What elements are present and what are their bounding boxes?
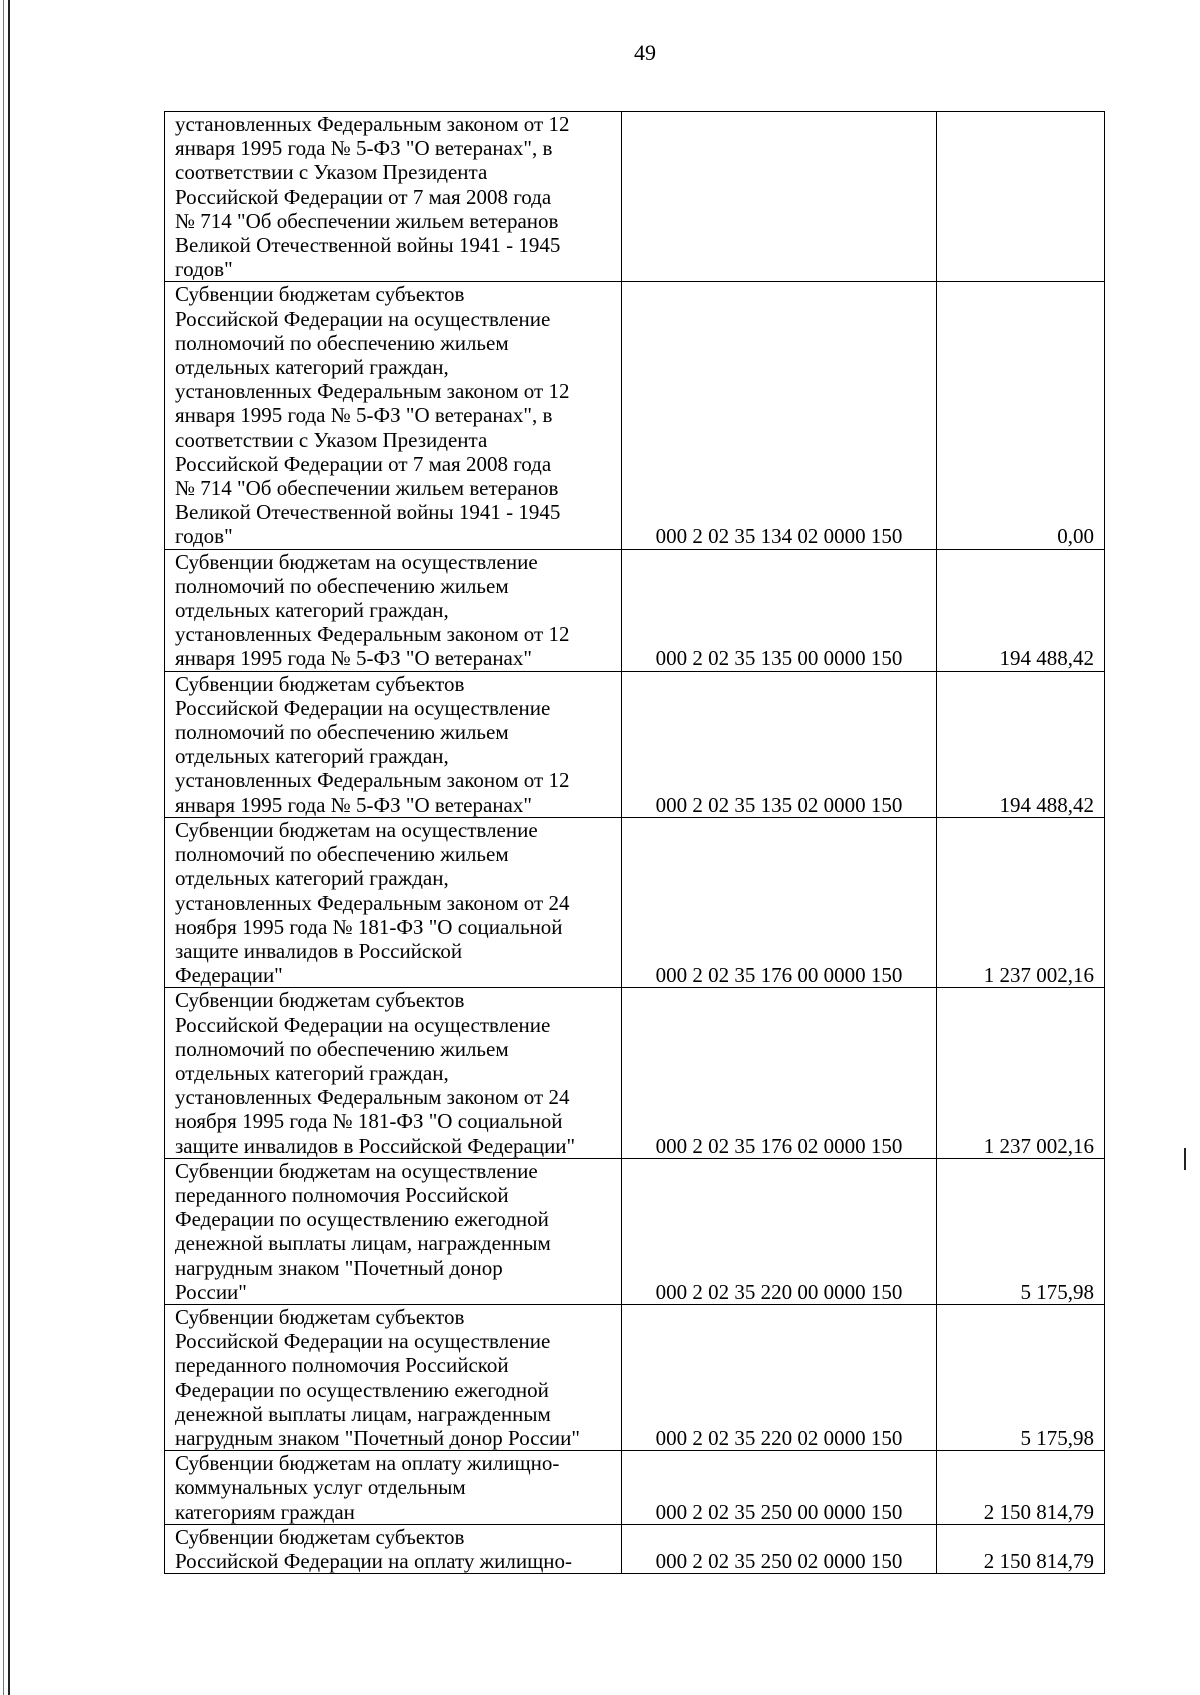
- page-number: 49: [634, 40, 656, 65]
- row-amount-cell: [937, 282, 1105, 549]
- row-amount-cell: [937, 112, 1105, 282]
- row-description-cell: [165, 112, 622, 282]
- row-amount: 194 488,42: [999, 792, 1094, 817]
- table-row: [165, 282, 1105, 549]
- row-description: Субвенции бюджетам субъектов Российской Федерации на оплату жилищно-: [175, 1524, 572, 1573]
- table-row: [165, 1158, 1105, 1304]
- row-amount-cell: [937, 671, 1105, 817]
- row-amount: 5 175,98: [1020, 1425, 1094, 1450]
- row-description-cell: [165, 282, 622, 549]
- table-row: [165, 817, 1105, 987]
- row-code-cell: [622, 1524, 937, 1573]
- row-code: 000 2 02 35 135 02 0000 150: [655, 792, 903, 817]
- row-code: 000 2 02 35 176 00 0000 150: [655, 963, 903, 988]
- row-code-cell: [622, 112, 937, 282]
- table-row: [165, 1524, 1105, 1573]
- row-description: Субвенции бюджетам субъектов Российской Федерации на осуществление полномочий по обеспечению жильем отдельных категорий граждан, установленных Федеральным законом от 12 января 1995 года № 5-ФЗ "О ветеранах": [175, 671, 570, 817]
- row-code-cell: [622, 671, 937, 817]
- row-description-cell: [165, 671, 622, 817]
- row-description: Субвенции бюджетам на осуществление переданного полномочия Российской Федерации по осуществлению ежегодной денежной выплаты лицам, награжденным нагрудным знаком "Почетный донор России": [175, 1158, 551, 1304]
- row-amount-cell: [937, 1304, 1105, 1450]
- row-amount-cell: [937, 1451, 1105, 1525]
- budget-table: [164, 111, 1105, 1574]
- row-amount: 1 237 002,16: [983, 1133, 1094, 1158]
- row-code: 000 2 02 35 135 00 0000 150: [655, 646, 903, 671]
- row-code-cell: [622, 988, 937, 1158]
- table-row: [165, 1304, 1105, 1450]
- row-code: 000 2 02 35 250 02 0000 150: [655, 1548, 903, 1573]
- row-code-cell: [622, 1304, 937, 1450]
- row-description-cell: [165, 988, 622, 1158]
- row-description: Субвенции бюджетам на осуществление полномочий по обеспечению жильем отдельных категорий граждан, установленных Федеральным законом от 24 ноября 1995 года № 181-ФЗ "О социальной защите инвалидов в Российской Федерации": [175, 817, 570, 988]
- row-code: 000 2 02 35 134 02 0000 150: [655, 524, 903, 549]
- scan-edge-line-outer: [3, 0, 4, 1695]
- table-row: [165, 112, 1105, 282]
- row-code: 000 2 02 35 220 02 0000 150: [655, 1425, 903, 1450]
- row-description: Субвенции бюджетам субъектов Российской Федерации на осуществление полномочий по обеспечению жильем отдельных категорий граждан, установленных Федеральным законом от 12 января 1995 года № 5-ФЗ "О ветеранах", в соответствии с Указом Президента Российской Федерации от 7 мая 2008 года № 714 "Об обеспечении жильем ветеранов Великой Отечественной войны 1941 - 1945 годов": [175, 282, 570, 549]
- row-amount: 194 488,42: [999, 646, 1094, 671]
- row-code: 000 2 02 35 220 00 0000 150: [655, 1279, 903, 1304]
- row-code-cell: [622, 282, 937, 549]
- row-amount-cell: [937, 1524, 1105, 1573]
- row-description: Субвенции бюджетам на оплату жилищно- коммунальных услуг отдельным категориям граждан: [175, 1451, 560, 1524]
- row-code: 000 2 02 35 250 00 0000 150: [655, 1499, 903, 1524]
- row-amount: 0,00: [1057, 524, 1094, 549]
- row-amount: 1 237 002,16: [983, 963, 1094, 988]
- row-amount-cell: [937, 1158, 1105, 1304]
- row-description: Субвенции бюджетам субъектов Российской Федерации на осуществление полномочий по обеспечению жильем отдельных категорий граждан, установленных Федеральным законом от 24 ноября 1995 года № 181-ФЗ "О социальной защите инвалидов в Российской Федерации": [175, 988, 576, 1158]
- scan-edge-line: [8, 0, 10, 1695]
- row-description-cell: [165, 1158, 622, 1304]
- row-description: Субвенции бюджетам субъектов Российской Федерации на осуществление переданного полномочия Российской Федерации по осуществлению ежегодной денежной выплаты лицам, награжденным нагрудным знаком "Почетный донор России": [175, 1304, 580, 1450]
- row-amount: 2 150 814,79: [983, 1499, 1094, 1524]
- row-description-cell: [165, 1524, 622, 1573]
- row-amount-cell: [937, 549, 1105, 671]
- row-amount-cell: [937, 988, 1105, 1158]
- row-description-cell: [165, 1451, 622, 1525]
- table-row: [165, 988, 1105, 1158]
- table-row: [165, 671, 1105, 817]
- row-amount: 5 175,98: [1020, 1279, 1094, 1304]
- table-row: [165, 549, 1105, 671]
- row-code-cell: [622, 549, 937, 671]
- row-code-cell: [622, 1158, 937, 1304]
- row-code: 000 2 02 35 176 02 0000 150: [655, 1133, 903, 1158]
- row-description: установленных Федеральным законом от 12 января 1995 года № 5-ФЗ "О ветеранах", в соответствии с Указом Президента Российской Федерации от 7 мая 2008 года № 714 "Об обеспечении жильем ветеранов Великой Отечественной войны 1941 - 1945 годов": [175, 112, 570, 282]
- row-amount: 2 150 814,79: [983, 1548, 1094, 1573]
- table-row: [165, 1451, 1105, 1525]
- scan-side-mark: [1184, 1148, 1186, 1170]
- row-description-cell: [165, 1304, 622, 1450]
- row-description: Субвенции бюджетам на осуществление полномочий по обеспечению жильем отдельных категорий граждан, установленных Федеральным законом от 12 января 1995 года № 5-ФЗ "О ветеранах": [175, 549, 570, 671]
- row-code-cell: [622, 817, 937, 987]
- row-description-cell: [165, 549, 622, 671]
- row-description-cell: [165, 817, 622, 987]
- row-amount-cell: [937, 817, 1105, 987]
- row-code-cell: [622, 1451, 937, 1525]
